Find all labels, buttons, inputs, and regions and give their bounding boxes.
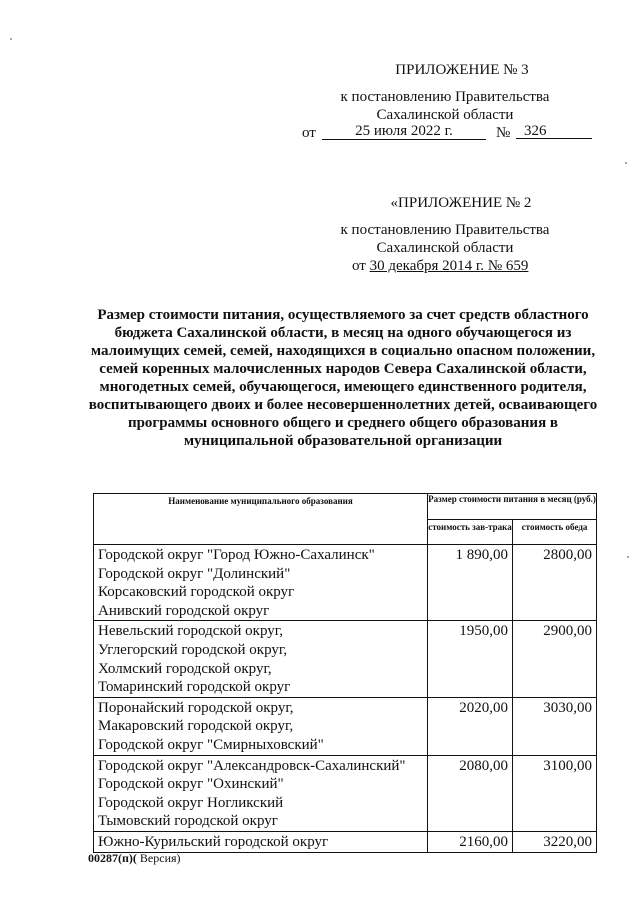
municipality-names-cell [94, 831, 428, 852]
municipality-name: Невельский городской округ, [98, 623, 283, 640]
meal-cost-table [93, 493, 597, 853]
municipality-name: Южно-Курильский городской округ [98, 833, 329, 850]
municipality-name: Городской округ "Город Южно-Сахалинск" [98, 547, 375, 563]
municipality-name: Городской округ "Охинский" [98, 776, 284, 793]
appendix3-number [516, 122, 592, 139]
table-row [94, 545, 597, 621]
breakfast-cost-cell: 2020,00 [428, 697, 513, 755]
appendix2-line1: к постановлению Правительства [340, 222, 550, 238]
breakfast-cost-cell: 1 890,00 [428, 545, 513, 621]
municipality-name: Городской округ "Александровск-Сахалинский" [98, 757, 406, 774]
document-heading: Размер стоимости питания, осуществляемого за счет средств областного бюджета Сахалинской области, в месяц на одного обучающегося из малоимущих семей, семей, находящихся в социально опасном положении, семей коренных малочисленных народов Севера Сахалинской области, многодетных семей, обучающегося, имеющего единственного родителя, воспитывающего двоих и более несовершеннолетних детей, осваивающего программы основного общего и среднего общего образования в муниципальной образовательной организации [88, 307, 598, 449]
scan-speck [625, 162, 627, 164]
appendix3-line2: Сахалинской области [376, 107, 514, 123]
breakfast-cost-cell: 2160,00 [428, 831, 513, 852]
municipality-name: Городской округ "Долинский" [98, 565, 291, 582]
table-row [94, 831, 597, 852]
lunch-cost-cell: 2800,00 [513, 545, 597, 621]
appendix3-title: ПРИЛОЖЕНИЕ № 3 [395, 62, 529, 78]
appendix2-from-label: от [352, 258, 366, 274]
municipality-names-cell [94, 545, 428, 621]
municipality-name: Анивский городской округ [98, 602, 270, 619]
municipality-name: Макаровский городской округ, [98, 718, 294, 735]
municipality-name: Холмский городской округ, [98, 660, 272, 677]
municipality-name: Городской округ Ногликский [98, 794, 284, 811]
appendix2-title: «ПРИЛОЖЕНИЕ № 2 [390, 195, 532, 211]
appendix3-from-label: от [302, 125, 316, 141]
municipality-names-cell [94, 697, 428, 755]
breakfast-cost-cell: 2080,00 [428, 755, 513, 831]
table-row [94, 755, 597, 831]
lunch-cost-cell: 3220,00 [513, 831, 597, 852]
lunch-cost-cell: 3100,00 [513, 755, 597, 831]
col-lunch-header: стоимость обеда [513, 520, 597, 545]
col-name-header: Наименование муниципального образования [94, 494, 428, 545]
lunch-cost-cell: 2900,00 [513, 621, 597, 697]
lunch-cost-cell: 3030,00 [513, 697, 597, 755]
municipality-name: Корсаковский городской округ [98, 584, 295, 601]
municipality-name: Тымовский городской округ [98, 813, 278, 830]
municipality-name: Поронайский городской округ, [98, 699, 294, 716]
appendix3-number-label: № [496, 125, 511, 141]
table-row [94, 621, 597, 697]
appendix3-number-value: 326 [524, 123, 547, 139]
scan-speck [10, 38, 12, 40]
breakfast-cost-cell: 1950,00 [428, 621, 513, 697]
municipality-names-cell [94, 621, 428, 697]
footer-version: Версия) [136, 851, 181, 865]
appendix2-date-number: 30 декабря 2014 г. № 659 [369, 258, 529, 274]
document-footer [88, 851, 181, 866]
municipality-name: Городской округ "Смирныховский" [98, 736, 324, 753]
table-row [94, 697, 597, 755]
appendix3-line1: к постановлению Правительства [340, 89, 550, 105]
col-breakfast-header: стоимость зав-трака [428, 520, 513, 545]
municipality-name: Углегорский городской округ, [98, 641, 288, 658]
municipality-name: Томаринский городской округ [98, 679, 291, 696]
footer-code: 00287(п)( [88, 851, 137, 865]
table-body [94, 545, 597, 853]
appendix2-date-line [352, 257, 528, 275]
municipality-names-cell [94, 755, 428, 831]
appendix3-date: 25 июля 2022 г. [322, 122, 486, 140]
scan-speck [627, 556, 629, 558]
col-group-header: Размер стоимости питания в месяц (руб.) [428, 494, 597, 520]
appendix2-line2: Сахалинской области [376, 240, 514, 256]
